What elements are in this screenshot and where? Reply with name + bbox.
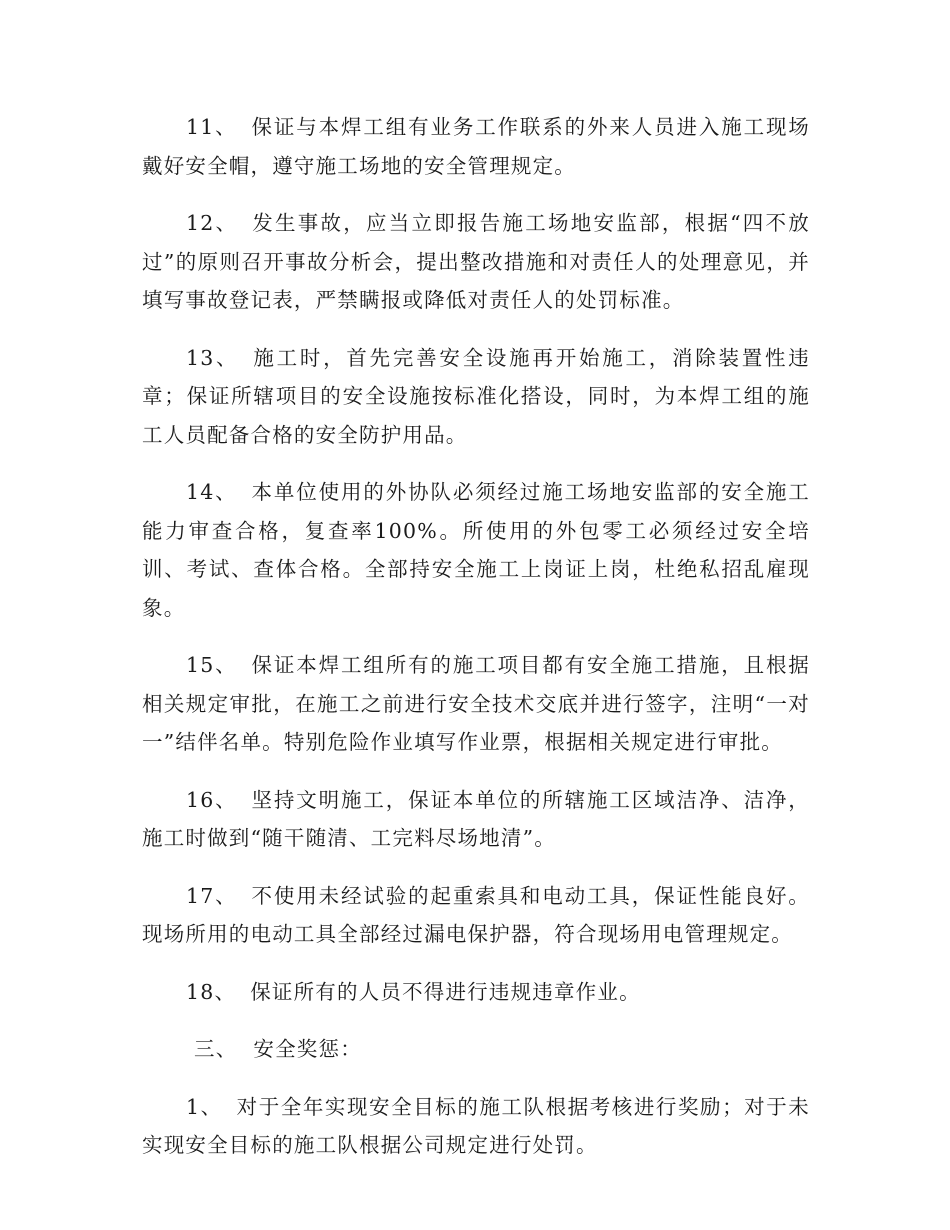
clause-number: 17、 [186, 883, 238, 908]
section-clause-1 [142, 1088, 810, 1165]
clause-text: 保证与本焊工组有业务工作联系的外来人员进入施工现场戴好安全帽，遵守施工场地的安全管理规定。 [142, 115, 811, 178]
clause-number: 1、 [186, 1094, 223, 1119]
clause-text: 不使用未经试验的起重索具和电动工具，保证性能良好。现场所用的电动工具全部经过漏电保护器，符合现场用电管理规定。 [142, 883, 811, 946]
clause-number: 16、 [186, 787, 238, 812]
clause-number: 18、 [186, 979, 237, 1004]
section-number: 三、 [194, 1037, 238, 1061]
clause-17 [142, 877, 810, 954]
clause-15 [142, 646, 810, 762]
clause-14 [142, 473, 810, 627]
clause-number: 15、 [186, 653, 238, 677]
clause-number: 11、 [186, 115, 238, 139]
clause-text: 保证所有的人员不得进行违规违章作业。 [250, 979, 641, 1004]
section-heading [142, 1030, 810, 1069]
clause-text: 保证本焊工组所有的施工项目都有安全施工措施，且根据相关规定审批，在施工之前进行安全技术交底并进行签字，注明“一对一”结伴名单。特别危险作业填写作业票，根据相关规定进行审批。 [142, 653, 811, 754]
clause-number: 12、 [186, 211, 239, 235]
clause-12 [142, 204, 810, 320]
clause-text: 施工时，首先完善安全设施再开始施工，消除装置性违章；保证所辖项目的安全设施按标准化搭设，同时，为本焊工组的施工人员配备合格的安全防护用品。 [142, 345, 810, 447]
clause-text: 对于全年实现安全目标的施工队根据考核进行奖励；对于未实现安全目标的施工队根据公司规定进行处罚。 [142, 1094, 810, 1157]
clause-text: 本单位使用的外协队必须经过施工场地安监部的安全施工能力审查合格，复查率100%。所使用的外包零工必须经过安全培训、考试、查体合格。全部持安全施工上岗证上岗，杜绝私招乱雇现象。 [142, 480, 811, 620]
clause-text: 坚持文明施工，保证本单位的所辖施工区域洁净、洁净，施工时做到“随干随清、工完料尽场地清”。 [142, 787, 811, 850]
clause-number: 13、 [186, 345, 240, 370]
clause-11 [142, 108, 810, 185]
clause-16 [142, 781, 810, 858]
clause-18 [142, 973, 810, 1012]
clause-13 [142, 339, 810, 455]
clause-text: 发生事故，应当立即报告施工场地安监部，根据“四不放过”的原则召开事故分析会，提出整改措施和对责任人的处理意见，并填写事故登记表，严禁瞒报或降低对责任人的处罚标准。 [142, 211, 811, 312]
section-title: 安全奖惩： [253, 1037, 362, 1061]
clause-number: 14、 [186, 480, 238, 504]
document-body [142, 108, 810, 1184]
